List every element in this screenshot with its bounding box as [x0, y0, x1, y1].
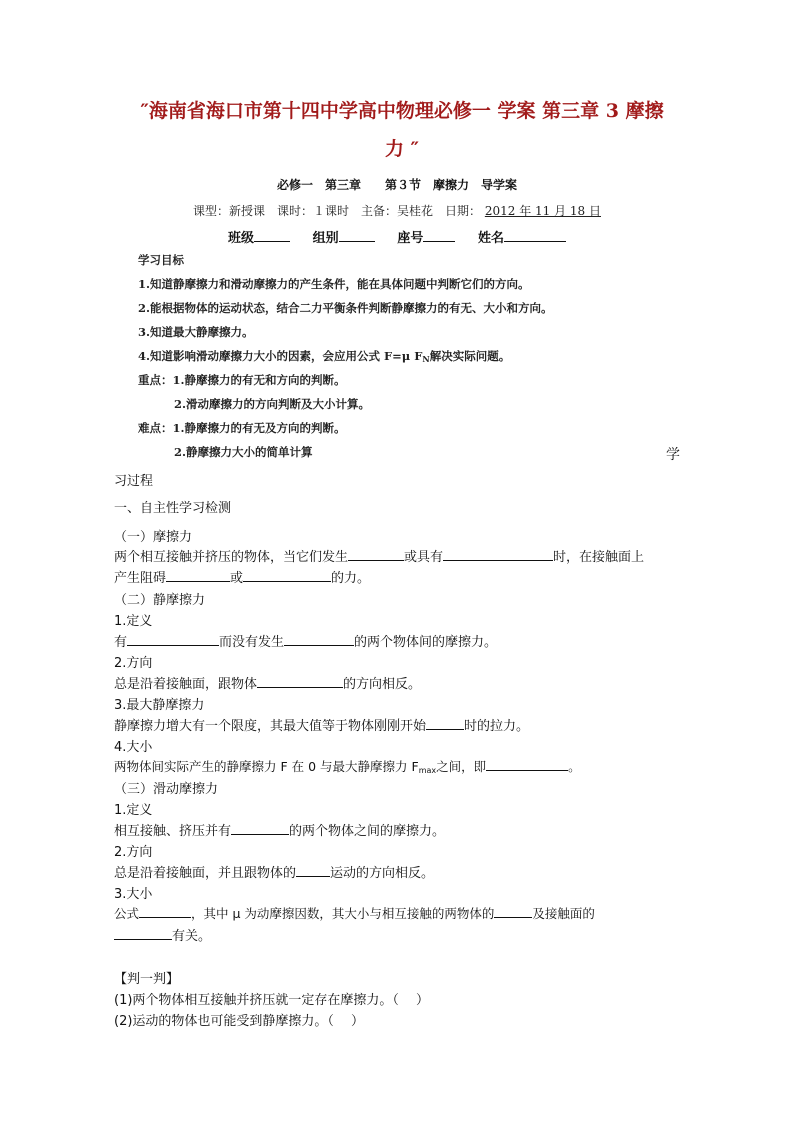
blank-hinder-1[interactable] [166, 569, 230, 582]
static-def-label: 1.定义 [114, 614, 153, 629]
blank-material[interactable] [494, 905, 532, 918]
sliding-size-b: ，其中 μ 为动摩擦因数，其大小与相互接触的两物体的 [191, 906, 495, 921]
goal-item-1: 1.知道静摩擦力和滑动摩擦力的产生条件，能在具体问题中判断它们的方向。 [138, 277, 530, 291]
sliding-size-line [114, 904, 595, 922]
static-size-c: 。 [568, 759, 581, 774]
student-info-line [0, 227, 794, 246]
blank-motion-tendency[interactable] [443, 548, 553, 561]
sliding-def-a: 相互接触、挤压并有 [114, 824, 232, 839]
friction-text-f: 的力。 [331, 571, 371, 586]
title-line-1: ″海南省海口市第十四中学高中物理必修一 学案 第三章 3 摩擦 [140, 100, 664, 122]
sliding-dir-label: 2.方向 [114, 845, 153, 860]
goal-item-4-text: 4.知道影响滑动摩擦力大小的因素，会应用公式 F=μ F [138, 349, 423, 363]
name-blank[interactable] [504, 229, 566, 242]
worksheet-meta [0, 202, 794, 219]
static-size-line [114, 757, 581, 775]
sliding-dir-line [114, 862, 434, 881]
blank-static-size[interactable] [486, 758, 568, 771]
seat-label: 座号 [397, 231, 424, 246]
sliding-size-d: 有关。 [172, 929, 212, 944]
static-def-b: 而没有发生 [219, 635, 285, 650]
static-max-label: 3.最大静摩擦力 [114, 698, 205, 713]
hard-point-1 [138, 420, 346, 436]
static-size-label: 4.大小 [114, 740, 153, 755]
meta-date: 2012 年 11 月 18 日 [484, 204, 601, 218]
key-label: 重点： [138, 373, 173, 387]
key-point-2: 2.滑动摩擦力的方向判断及大小计算。 [174, 397, 371, 411]
blank-static-def-1[interactable] [127, 633, 219, 646]
friction-line-1 [114, 546, 644, 565]
static-dir-line [114, 673, 421, 692]
sliding-def-b: 的两个物体之间的摩擦力。 [289, 824, 446, 839]
blank-formula[interactable] [139, 905, 191, 918]
friction-text-a: 两个相互接触并挤压的物体，当它们发生 [114, 550, 349, 565]
class-label: 班级 [228, 231, 255, 246]
blank-static-def-2[interactable] [284, 633, 354, 646]
judge-item-1: (1)两个物体相互接触并挤压就一定存在摩擦力。（ ） [114, 993, 430, 1008]
static-max-line [114, 715, 529, 734]
static-def-a: 有 [114, 635, 128, 650]
static-dir-label: 2.方向 [114, 656, 153, 671]
hard-point-2: 2.静摩擦力大小的简单计算 [174, 445, 313, 459]
sliding-def-label: 1.定义 [114, 803, 153, 818]
friction-line-2 [114, 567, 370, 586]
friction-text-b: 或具有 [404, 550, 444, 565]
static-max-b: 时的拉力。 [464, 719, 530, 734]
blank-relative-motion[interactable] [348, 548, 404, 561]
static-dir-a: 总是沿着接触面，跟物体 [114, 677, 258, 692]
part-one-heading: 一、自主性学习检测 [114, 501, 232, 516]
hard-item-1: 1.静摩擦力的有无及方向的判断。 [172, 421, 346, 435]
friction-text-e: 或 [230, 571, 244, 586]
judge-item-2: (2)运动的物体也可能受到静摩擦力。（ ） [114, 1014, 365, 1029]
blank-hinder-2[interactable] [243, 569, 331, 582]
name-label: 姓名 [477, 231, 504, 246]
key-point-1 [138, 372, 346, 388]
key-item-1: 1.静摩擦力的有无和方向的判断。 [172, 373, 346, 387]
judge-heading: 【判一判】 [114, 972, 180, 987]
static-def-line [114, 631, 497, 650]
title-line-2: 力 ″ [384, 138, 420, 160]
group-label: 组别 [312, 231, 339, 246]
subscript-max: max [418, 766, 437, 775]
section-friction-title: （一）摩擦力 [114, 530, 193, 545]
blank-roughness[interactable] [114, 927, 172, 940]
sliding-size-a: 公式 [114, 906, 140, 921]
seat-blank[interactable] [423, 229, 455, 242]
sliding-def-line [114, 820, 445, 839]
group-blank[interactable] [339, 229, 375, 242]
document-title [112, 92, 692, 168]
static-def-c: 的两个物体间的摩擦力。 [354, 635, 498, 650]
goal-item-3: 3.知道最大静摩擦力。 [138, 325, 254, 339]
static-size-b: 之间，即 [436, 759, 487, 774]
sliding-dir-a: 总是沿着接触面，并且跟物体的 [114, 866, 297, 881]
static-size-a: 两物体间实际产生的静摩擦力 F 在 0 与最大静摩擦力 F [114, 759, 419, 774]
blank-sliding-dir[interactable] [296, 864, 330, 877]
goal-item-4-tail: 解决实际问题。 [429, 349, 511, 363]
goals-heading: 学习目标 [138, 253, 184, 267]
blank-static-max[interactable] [426, 717, 464, 730]
sliding-size-label: 3.大小 [114, 887, 153, 902]
friction-text-c: 时，在接触面上 [553, 550, 645, 565]
sliding-size-line-2 [114, 925, 211, 944]
section-static-title: （二）静摩擦力 [114, 593, 206, 608]
process-xue: 学 [666, 447, 680, 463]
subscript-n: N [422, 354, 430, 364]
blank-static-dir[interactable] [257, 675, 343, 688]
process-heading: 习过程 [114, 474, 154, 489]
goal-item-2: 2.能根据物体的运动状态，结合二力平衡条件判断静摩擦力的有无、大小和方向。 [138, 301, 553, 315]
goal-item-4 [138, 348, 510, 364]
hard-label: 难点： [138, 421, 173, 435]
sliding-dir-b: 运动的方向相反。 [330, 866, 435, 881]
class-blank[interactable] [254, 229, 290, 242]
meta-text: 课型：新授课 课时：１课时 主备：吴桂花 日期： [193, 204, 482, 218]
blank-sliding-def[interactable] [231, 822, 289, 835]
static-dir-b: 的方向相反。 [343, 677, 422, 692]
worksheet-heading: 必修一 第三章 第３节 摩擦力 导学案 [276, 178, 517, 192]
static-max-a: 静摩擦力增大有一个限度，其最大值等于物体刚刚开始 [114, 719, 427, 734]
friction-text-d: 产生阻碍 [114, 571, 167, 586]
section-sliding-title: （三）滑动摩擦力 [114, 782, 219, 797]
sliding-size-c: 及接触面的 [532, 906, 595, 921]
